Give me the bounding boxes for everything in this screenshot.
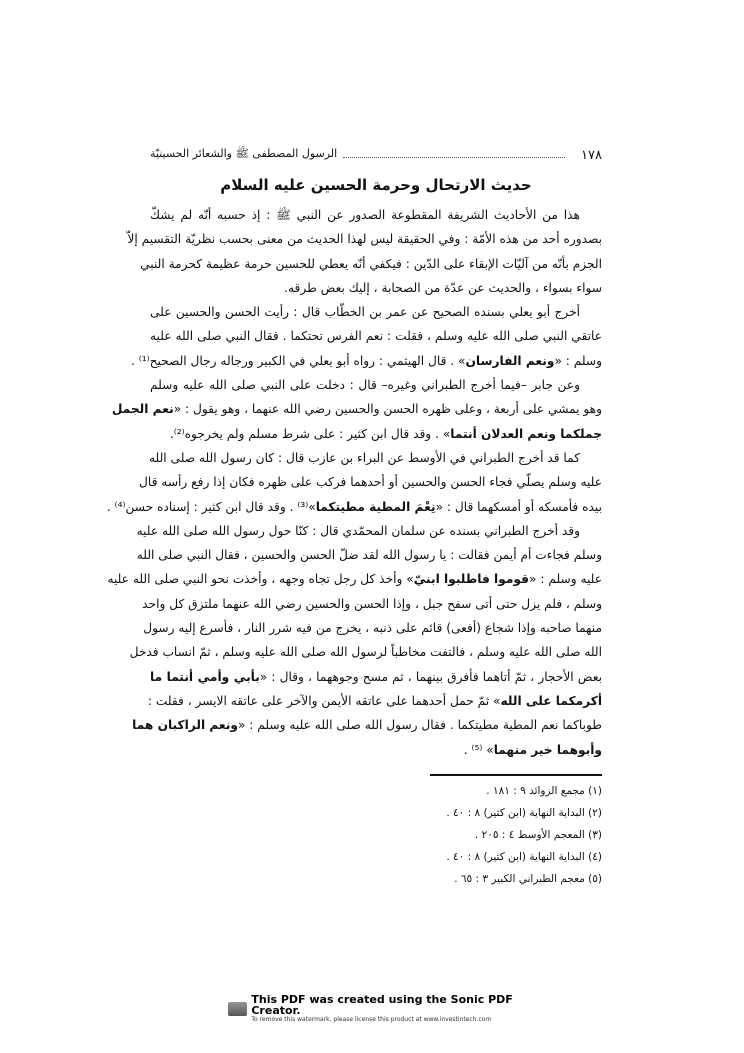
bold-quote: قوموا فاطلبوا ابنيّ — [413, 572, 530, 587]
text-line — [142, 592, 602, 616]
text-line — [132, 713, 602, 737]
text-segment: » . وقد قال ابن كثير : على شرط مسلم ولم يخرجوه⁽²⁾. — [169, 426, 451, 441]
footnotes — [380, 780, 602, 890]
header-dotted-rule — [343, 157, 565, 158]
bold-quote: ونعم الفارسان — [465, 353, 555, 368]
text-line — [129, 640, 602, 664]
text-line — [150, 665, 602, 689]
text-segment: أخرج أبو يعلي بسنده الصحيح عن عمر بن الخطّاب قال : رأيت الحسن والحسين على — [150, 305, 580, 320]
bold-quote: وأبوهما خير منهما — [493, 742, 602, 757]
text-line — [136, 543, 602, 567]
text-line — [150, 738, 602, 762]
text-segment: وسلم : « — [554, 353, 602, 368]
bold-quote: نعم الجمل — [111, 402, 174, 417]
text-segment: الله صلى الله عليه وسلم ، فالتفت مخاطباً لرسول الله صلى الله عليه وسلم ، ثمّ انساب فدخل — [129, 645, 602, 660]
bold-quote: جملكما ونعم العدلان أنتما — [450, 426, 602, 441]
running-header — [150, 146, 602, 164]
page-number: ١٧٨ — [581, 147, 602, 163]
footnote: (٣) المعجم الأوسط ٤ : ٢٠٥ . — [474, 829, 602, 841]
text-line — [130, 349, 602, 373]
text-segment: بعض الأحجار ، ثمّ أتاهما فأفرق بينهما ، ثم مسح وجوههما ، وقال : « — [259, 669, 602, 684]
text-line — [136, 519, 602, 543]
text-segment: كما قد أخرج الطبراني في الأوسط عن البراء بن عازب قال : كان رسول الله صلى الله — [149, 450, 580, 465]
text-segment: » . قال الهيثمي : رواه أبو يعلي في الكبير ورجاله رجال الصحيح⁽¹⁾ . — [130, 353, 466, 368]
text-segment: وسلم فجاءت أم أيمن فقالت : يا رسول الله لقد ضلّ الحسن والحسين ، فقال النبي صلى الله — [136, 548, 602, 563]
text-segment: بيده فأمسكه أو أمسكهما قال : « — [435, 499, 602, 514]
text-segment: بصدوره أحد من هذه الأمّة : وفي الحقيقة ليس لهذا الحديث من معنى بحسب نظريّة التقسيم إلاّ — [127, 232, 602, 247]
text-segment: » ثمّ حمل أحدهما على عاتقه الأيمن والآخر على عاتقه الايسر ، فقلت : — [147, 693, 501, 708]
bold-quote: ونعم الراكبان هما — [132, 718, 238, 733]
text-line — [139, 470, 602, 494]
text-line — [106, 495, 602, 519]
text-segment: وسلم ، فلم يزل حتى أتى سفح جبل ، وإذا الحسن والحسين رضي الله عنهما ملتزق كل واحد — [142, 596, 602, 611]
text-segment: » ⁽⁵⁾ . — [463, 742, 494, 757]
text-segment: وقد أخرج الطبراني بسنده عن سلمان المحمّدي قال : كنّا حول رسول الله صلى الله عليه — [136, 523, 580, 538]
text-segment: »⁽³⁾ . وقد قال ابن كثير : إسناده حسن⁽⁴⁾ . — [106, 499, 316, 514]
text-line — [143, 616, 602, 640]
text-line — [150, 373, 602, 397]
text-segment: وهو يمشي على أربعة ، وعلى ظهره الحسن والحسين رضي الله عنهما ، وهو يقول : « — [173, 402, 602, 417]
text-line — [150, 324, 602, 348]
watermark-line-2: To remove this watermark, please license this product at www.investintech.com — [251, 1016, 492, 1023]
text-segment: الجزم بأنّه من آليّات الإبقاء على الدّين : فيكفي أنّه يعطي للحسين حرمة عظيمة كحرمة النبي — [140, 256, 602, 271]
text-segment: عليه وسلم : « — [529, 572, 602, 587]
text-line — [147, 689, 602, 713]
text-line — [150, 276, 602, 300]
text-line — [127, 227, 602, 251]
footnote: (٥) معجم الطبراني الكبير ٣ : ٦٥ . — [454, 873, 602, 885]
watermark-line-1: This PDF was created using the Sonic PDF Creator. — [251, 993, 513, 1017]
text-segment: وعن جابر –فيما أخرج الطبراني وغيره– قال : دخلت على النبي صلى الله عليه وسلم — [150, 378, 580, 393]
bold-quote: أكرمكما على الله — [500, 693, 602, 708]
text-segment: » وأخذ كل رجل تجاه وجهه ، وأخذت نحو النبي صلى الله عليه — [107, 572, 414, 587]
text-segment: منهما صاحبه وإذا شجاع (أفعى) قائم على ذنبه ، يخرج من فيه شرر النار ، فأسرع إليه رسول — [143, 621, 602, 636]
footnote: (١) مجمع الزوائد ٩ : ١٨١ . — [486, 785, 602, 797]
text-segment: سواء بسواء ، والحديث عن عدّة من الصحابة ، إليك بعض طرقه. — [284, 280, 602, 295]
text-line — [150, 422, 602, 446]
text-segment: هذا من الأحاديث الشريفة المقطوعة الصدور عن النبي ﷺ : إذ حسبه أنّه لم يشكّ — [150, 208, 580, 222]
watermark[interactable] — [228, 993, 528, 1023]
text-line — [107, 567, 602, 591]
bold-quote: بأبي وأمي أنتما ما — [150, 669, 260, 684]
footnote: (٤) البداية النهاية (ابن كثير) ٨ : ٤٠ . — [446, 851, 602, 863]
bold-quote: نِعْمَ المطية مطيتكما — [315, 499, 436, 514]
text-line — [111, 397, 602, 421]
footnote-divider — [430, 774, 602, 776]
text-segment: عليه وسلم يصلّي فجاء الحسن والحسين أو أحدهما فركب على ظهره فكان إذا رفع رأسه قال — [139, 475, 602, 490]
text-line — [140, 252, 602, 276]
text-line — [150, 203, 602, 227]
running-title: الرسول المصطفى ﷺ والشعائر الحسينيّة — [150, 147, 338, 160]
sonic-pdf-logo-icon — [228, 1002, 247, 1016]
footnote: (٢) البداية النهاية (ابن كثير) ٨ : ٤٠ . — [446, 807, 602, 819]
text-segment: عاتقي النبي صلى الله عليه وسلم ، فقلت : نعم الفرس تحتكما . فقال النبي صلى الله عليه — [150, 329, 602, 344]
text-segment: طوباكما نعم المطية مطيتكما . فقال رسول الله صلى الله عليه وسلم : « — [237, 718, 602, 733]
section-title: حديث الارتحال وحرمة الحسين عليه السلام — [220, 176, 532, 194]
text-line — [150, 300, 602, 324]
text-line — [150, 446, 602, 470]
body-text — [106, 203, 602, 762]
